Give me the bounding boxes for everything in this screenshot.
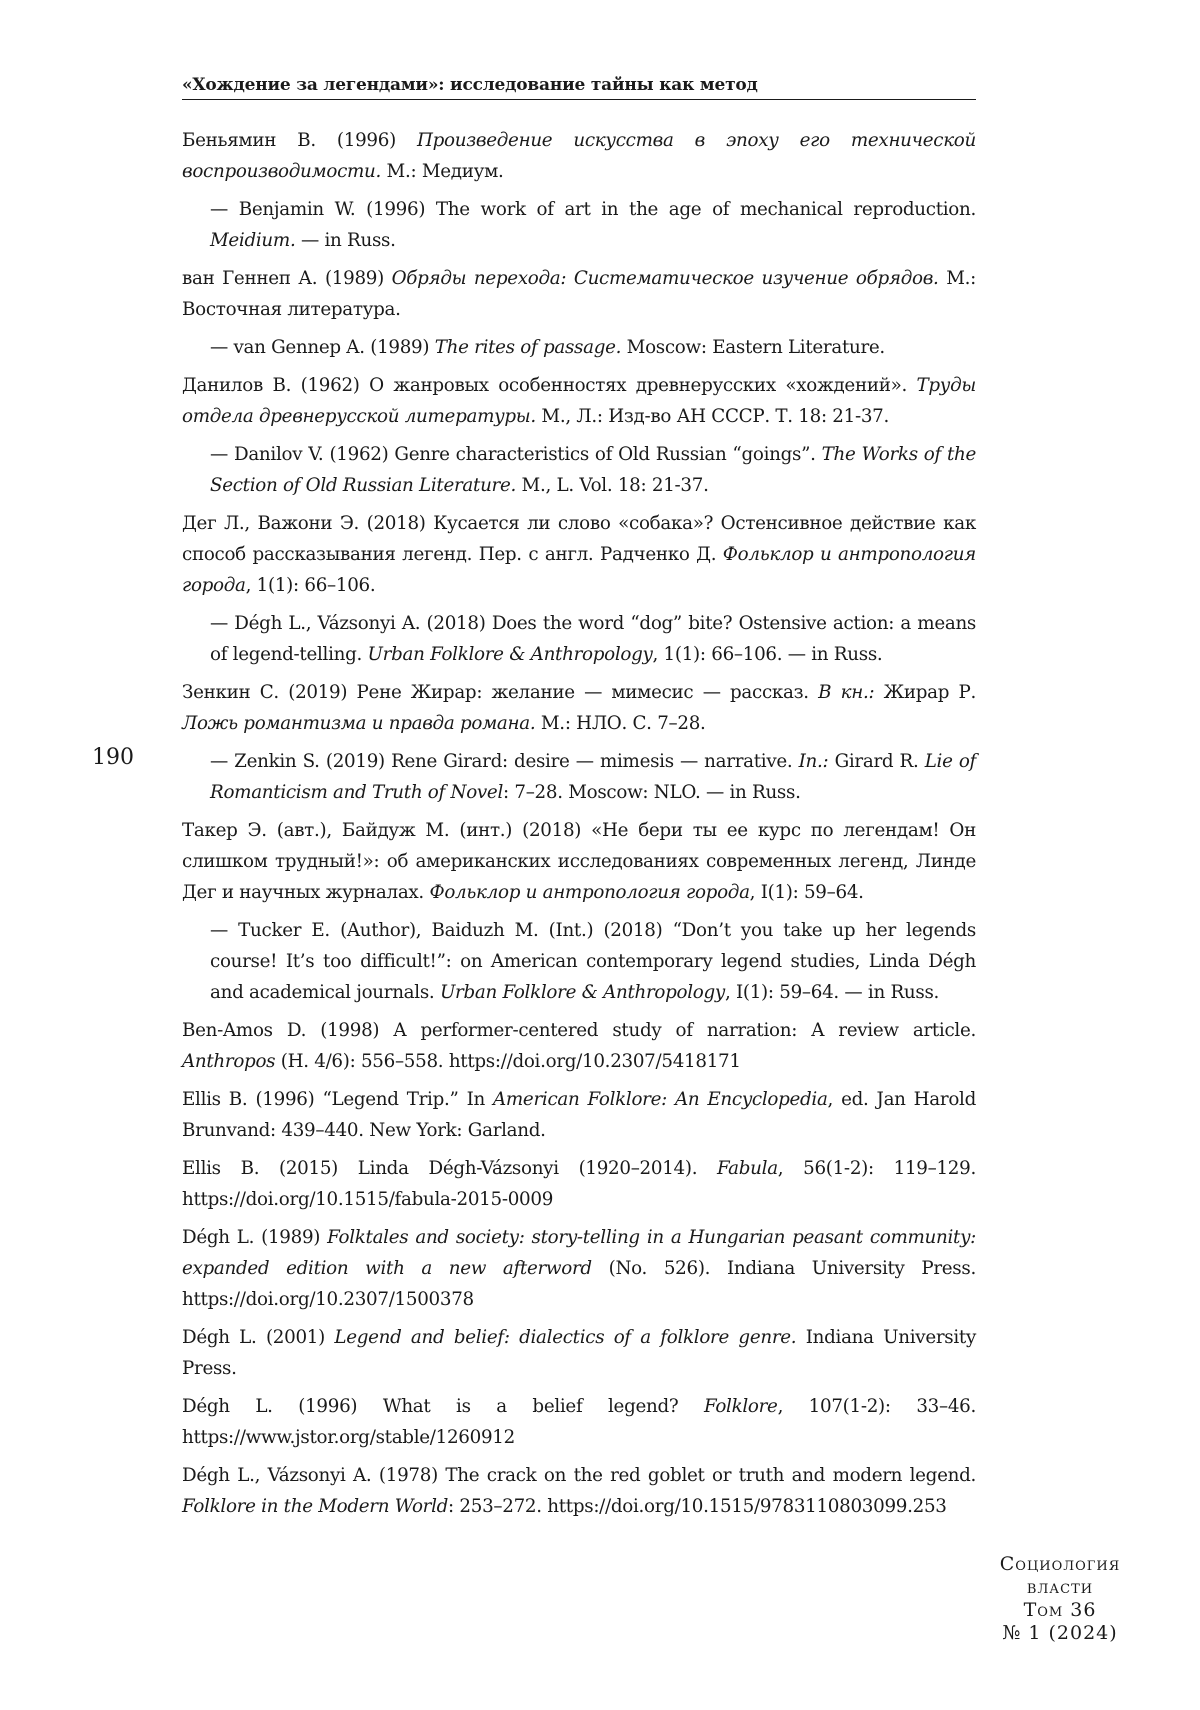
reference-entry: Ellis B. (1996) “Legend Trip.” In American Folklore: An Encyclopedia, ed. Jan Harold Brunvand: 439–440. New York: Garland. (182, 1089, 977, 1141)
journal-title-line2: власти (1026, 1576, 1094, 1598)
reference-entry: Dégh L., Vázsonyi A. (1978) The crack on the red goblet or truth and modern legend. Folklore in the Modern World: 253–272. https://doi.org/10.1515/9783110803099.253 (182, 1465, 976, 1517)
journal-volume: Том 36 (1023, 1599, 1097, 1621)
reference-entry: Dégh L. (1989) Folktales and society: story-telling in a Hungarian peasant community: expanded edition with a new afterword (No. 526). Indiana University Press. https://doi.org/10.2307/1500378 (182, 1227, 976, 1310)
journal-title-line1: Социология (999, 1553, 1121, 1575)
journal-imprint (960, 1553, 1160, 1645)
reference-translation: — van Gennep A. (1989) The rites of passage. Moscow: Eastern Literature. (210, 337, 885, 358)
reference-entry: Dégh L. (2001) Legend and belief: dialectics of a folklore genre. Indiana University Press. (182, 1327, 976, 1379)
reference-translation: — Zenkin S. (2019) Rene Girard: desire — mimesis — narrative. In.: Girard R. Lie of Romanticism and Truth of Novel: 7–28. Moscow: NLO. — in Russ. (210, 751, 976, 803)
reference-translation: — Benjamin W. (1996) The work of art in the age of mechanical reproduction. Meidium. — in Russ. (210, 199, 976, 251)
reference-translation: — Tucker E. (Author), Baiduzh M. (Int.) (2018) “Don’t you take up her legends course! It’s too difficult!”: on American contemporary legend studies, Linda Dégh and academical journals. Urban Folklore & Anthropology, I(1): 59–64. — in Russ. (210, 920, 976, 1003)
reference-entry: Такер Э. (авт.), Байдуж М. (инт.) (2018) «Не бери ты ее курс по легендам! Он слишком трудный!»: об американских исследованиях современных легенд, Линде Дег и научных журналах. Фольклор и антропология города, I(1): 59–64. (182, 820, 976, 903)
journal-issue: № 1 (2024) (1002, 1622, 1118, 1644)
page-number: 190 (92, 745, 134, 770)
reference-entry: Дег Л., Важони Э. (2018) Кусается ли слово «собака»? Остенсивное действие как способ рассказывания легенд. Пер. с англ. Радченко Д. Фольклор и антропология города, 1(1): 66–106. (182, 513, 976, 596)
reference-entry: Ben-Amos D. (1998) A performer-centered study of narration: A review article. Anthropos (H. 4/6): 556–558. https://doi.org/10.2307/5418171 (182, 1020, 976, 1072)
reference-entry: Зенкин С. (2019) Рене Жирар: желание — мимесис — рассказ. В кн.: Жирар Р. Ложь романтизма и правда романа. М.: НЛО. С. 7–28. (182, 682, 976, 734)
running-title: «Хождение за легендами»: исследование тайны как метод (182, 75, 976, 100)
reference-entry: Данилов В. (1962) О жанровых особенностях древнерусских «хождений». Труды отдела древнерусской литературы. М., Л.: Изд-во АН СССР. Т. 18: 21-37. (182, 375, 976, 427)
reference-entry: Беньямин В. (1996) Произведение искусства в эпоху его технической воспроизводимости. М.: Медиум. (182, 130, 976, 182)
reference-translation: — Danilov V. (1962) Genre characteristics of Old Russian “goings”. The Works of the Section of Old Russian Literature. M., L. Vol. 18: 21-37. (210, 444, 976, 496)
reference-entry: Dégh L. (1996) What is a belief legend? Folklore, 107(1-2): 33–46. https://www.jstor.org/stable/1260912 (182, 1396, 976, 1448)
reference-entry: Ellis B. (2015) Linda Dégh-Vázsonyi (1920–2014). Fabula, 56(1-2): 119–129. https://doi.org/10.1515/fabula-2015-0009 (182, 1158, 976, 1210)
reference-entry: ван Геннеп А. (1989) Обряды перехода: Систематическое изучение обрядов. М.: Восточная литература. (182, 268, 976, 320)
reference-list (182, 125, 976, 1529)
reference-translation: — Dégh L., Vázsonyi A. (2018) Does the word “dog” bite? Ostensive action: a means of legend-telling. Urban Folklore & Anthropology, 1(1): 66–106. — in Russ. (210, 613, 976, 665)
